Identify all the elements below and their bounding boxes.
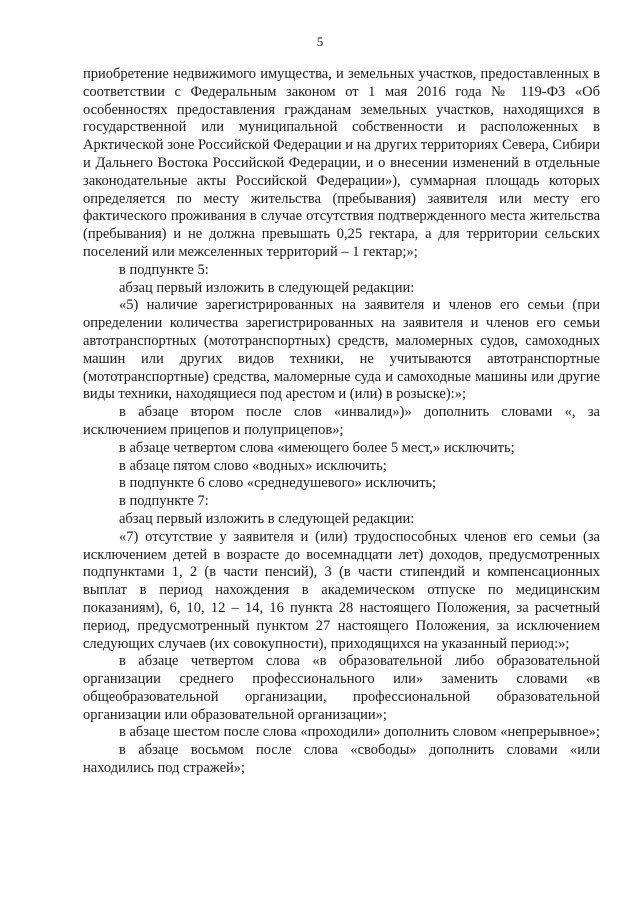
paragraph-sixth-abzac: в абзаце шестом после слова «проходили» дополнить словом «непрерывное»; (119, 724, 600, 741)
paragraph-fourth-abzac: в абзаце четвертом слова «имеющего более 5 мест,» исключить; (119, 439, 515, 456)
page-number: 5 (316, 34, 324, 49)
paragraph-continuation: приобретение недвижимого имущества, и земельных участков, предоставленных в соответствии с Федеральным законом от 1 мая 2016 года № 119-ФЗ «Об особенностях предоставления гражданам земельных участков, находящихся в государственной или муниципальной собственности и расположенных в Арктической зоне Российской Федерации и на других территориях Севера, Сибири и Дальнего Востока Российской Федерации, и о внесении изменений в отдельные законодательные акты Российской Федерации»), суммарная площадь которых определяется по месту жительства (пребывания) заявителя или месту его фактического проживания в случае отсутствия подтвержденного места жительства (пребывания) и не должна превышать 0,25 гектара, а для территории сельских поселений или межселенных территорий – 1 гектар;»; (83, 66, 600, 260)
paragraph-second-abzac: в абзаце втором после слов «инвалид»)» дополнить словами «, за исключением прицепов и полуприцепов»; (83, 404, 600, 438)
paragraph-subpoint-5: в подпункте 5: (119, 261, 209, 278)
paragraph-first-abzac-5: абзац первый изложить в следующей редакции: (119, 279, 415, 296)
body-text (83, 66, 600, 778)
paragraph-first-abzac-7: абзац первый изложить в следующей редакции: (119, 510, 415, 527)
paragraph-subpoint-6: в подпункте 6 слово «среднедушевого» исключить; (119, 475, 437, 492)
paragraph-fourth-abzac-7: в абзаце четвертом слова «в образовательной либо образовательной организации среднего профессионального или» заменить словами «в общеобразовательной организации, профессиональной образовательной организации или образовательной организации»; (83, 653, 600, 723)
paragraph-item-5-text: «5) наличие зарегистрированных на заявителя и членов его семьи (при определении количества зарегистрированных на заявителя и членов его семьи автотранспортных (мототранспортных) средств, маломерных судов, самоходных машин или других видов техники, не учитываются автотранспортные (мототранспортные) средства, маломерные суда и самоходные машины или другие виды техники, находящиеся под арестом и (или) в розыске):»; (83, 297, 600, 403)
paragraph-item-7-text: «7) отсутствие у заявителя и (или) трудоспособных членов его семьи (за исключением детей в возрасте до восемнадцати лет) доходов, предусмотренных подпунктами 1, 2 (в части пенсий), 3 (в части стипендий и компенсационных выплат в период нахождения в академическом отпуске по медицинским показаниям), 6, 10, 12 – 14, 16 пункта 28 настоящего Положения, за расчетный период, предусмотренный пунктом 27 настоящего Положения, за исключением следующих случаев (их совокупности), приходящихся на указанный период:»; (83, 528, 600, 652)
paragraph-fifth-abzac: в абзаце пятом слово «водных» исключить; (119, 457, 387, 474)
paragraph-subpoint-7: в подпункте 7: (119, 493, 209, 510)
paragraph-eighth-abzac: в абзаце восьмом после слова «свободы» дополнить словами «или находились под стражей»; (83, 742, 600, 777)
